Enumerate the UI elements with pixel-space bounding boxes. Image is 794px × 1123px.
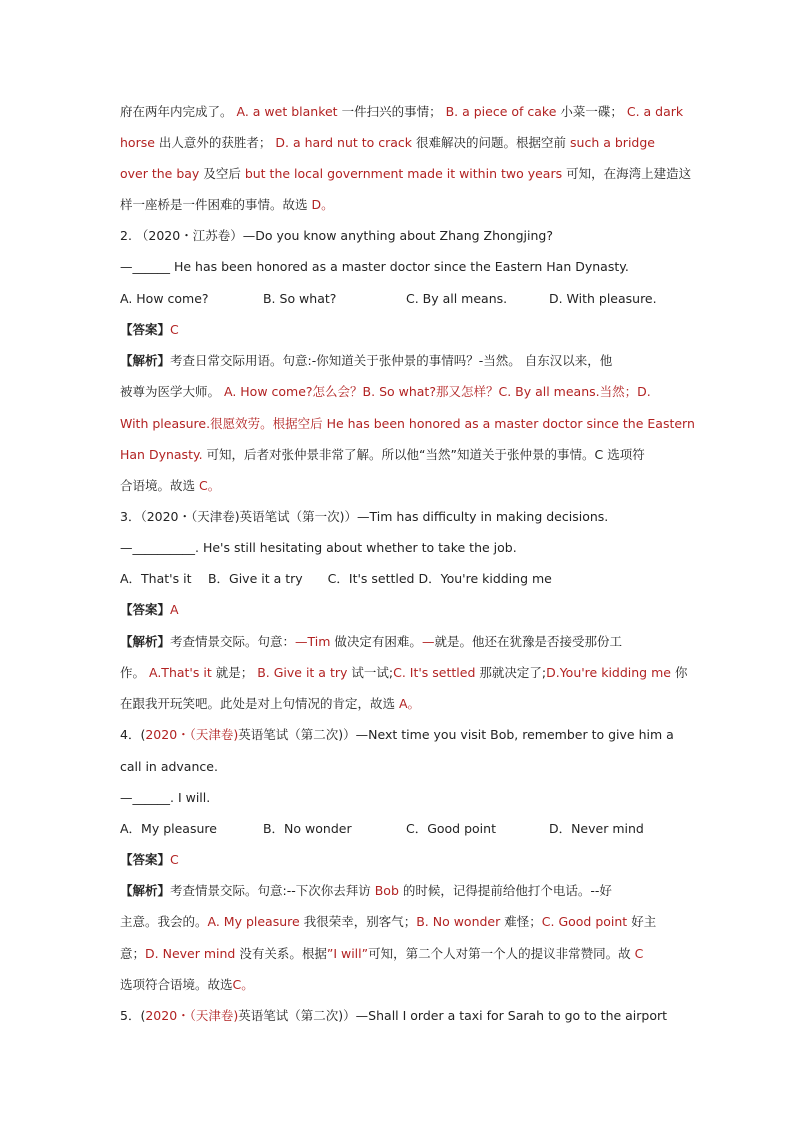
q2-stem: 2. （2020・江苏卷）—Do you know anything about Zhang Zhongjing? xyxy=(120,228,553,243)
q2-options xyxy=(120,288,676,310)
q3-explanation-line-2: 作。 A.That's it 就是； B. Give it a try 试一试;C. It's settled 那就决定了;D.You're kidding me 你 xyxy=(120,665,688,680)
q3-explanation-line-1: 【解析】考查情景交际。句意：—Tim 做决定有困难。—就是。他还在犹豫是否接受那份工 xyxy=(120,634,622,649)
q4-stem: 4．(2020・（天津卷)英语笔试（第二次)）—Next time you visit Bob, remember to give him a xyxy=(120,727,674,742)
q4-stem-continued: call in advance. xyxy=(120,759,218,774)
q2-reply: —______ He has been honored as a master doctor since the Eastern Han Dynasty. xyxy=(120,259,629,274)
q2-option-d: D. With pleasure. xyxy=(548,291,657,306)
q3-explanation-line-3: 在跟我开玩笑吧。此处是对上句情况的肯定，故选 A。 xyxy=(120,696,421,711)
q4-explanation-line-1: 【解析】考查情景交际。句意:--下次你去拜访 Bob 的时候，记得提前给他打个电话。--好 xyxy=(120,883,612,898)
q4-answer: 【答案】C xyxy=(120,852,179,867)
q2-option-b: B. So what? xyxy=(262,291,337,306)
q3-stem: 3．（2020・（天津卷)英语笔试（第一次)）—Tim has difficulty in making decisions. xyxy=(120,509,609,524)
q3-reply: —__________. He's still hesitating about whether to take the job. xyxy=(120,540,517,555)
q4-option-d: D．Never mind xyxy=(548,821,644,836)
q1-explanation-line-2: horse 出人意外的获胜者； D. a hard nut to crack 很难解决的问题。根据空前 such a bridge xyxy=(120,135,655,150)
q1-explanation-line-4: 样一座桥是一件困难的事情。故选 D。 xyxy=(120,197,334,212)
q2-explanation-line-2: 被尊为医学大师。 A. How come?怎么会？B. So what?那又怎样？C. By all means.当然；D. xyxy=(120,384,651,399)
q4-explanation-line-4: 选项符合语境。故选C。 xyxy=(120,977,254,992)
q2-answer: 【答案】C xyxy=(120,322,179,337)
q2-explanation-line-4: Han Dynasty. 可知，后者对张仲景非常了解。所以他“当然”知道关于张仲景的事情。C 选项符 xyxy=(120,447,645,462)
q5-stem: 5．(2020・（天津卷)英语笔试（第二次)）—Shall I order a taxi for Sarah to go to the airport xyxy=(120,1008,668,1023)
q4-option-c: C．Good point xyxy=(405,821,496,836)
q2-explanation-line-5: 合语境。故选 C。 xyxy=(120,478,221,493)
q2-explanation-line-3: With pleasure.很愿效劳。根据空后 He has been honored as a master doctor since the Eastern xyxy=(120,416,695,431)
q2-option-c: C. By all means. xyxy=(405,291,508,306)
q4-options xyxy=(120,818,676,840)
q4-explanation-line-3: 意；D. Never mind 没有关系。根据”I will”可知，第二个人对第一个人的提议非常赞同。故 C xyxy=(120,946,644,961)
q1-explanation-line-3: over the bay 及空后 but the local government made it within two years 可知，在海湾上建造这 xyxy=(120,166,692,181)
q2-option-a: A. How come? xyxy=(120,291,209,306)
q4-reply: —______. I will. xyxy=(120,790,211,805)
q3-answer: 【答案】A xyxy=(120,602,179,617)
q4-explanation-line-2: 主意。我会的。A. My pleasure 我很荣幸，别客气；B. No wonder 难怪；C. Good point 好主 xyxy=(120,914,657,929)
q4-option-a: A．My pleasure xyxy=(120,821,217,836)
q2-explanation-line-1: 【解析】考查日常交际用语。句意:-你知道关于张仲景的事情吗？-当然。 自东汉以来，他 xyxy=(120,353,613,368)
q1-explanation-line-1: 府在两年内完成了。 A. a wet blanket 一件扫兴的事情； B. a piece of cake 小菜一碟； C. a dark xyxy=(120,104,684,119)
q4-option-b: B．No wonder xyxy=(262,821,352,836)
q3-options: A．That's it B．Give it a try C．It's settled D．You're kidding me xyxy=(120,571,552,586)
